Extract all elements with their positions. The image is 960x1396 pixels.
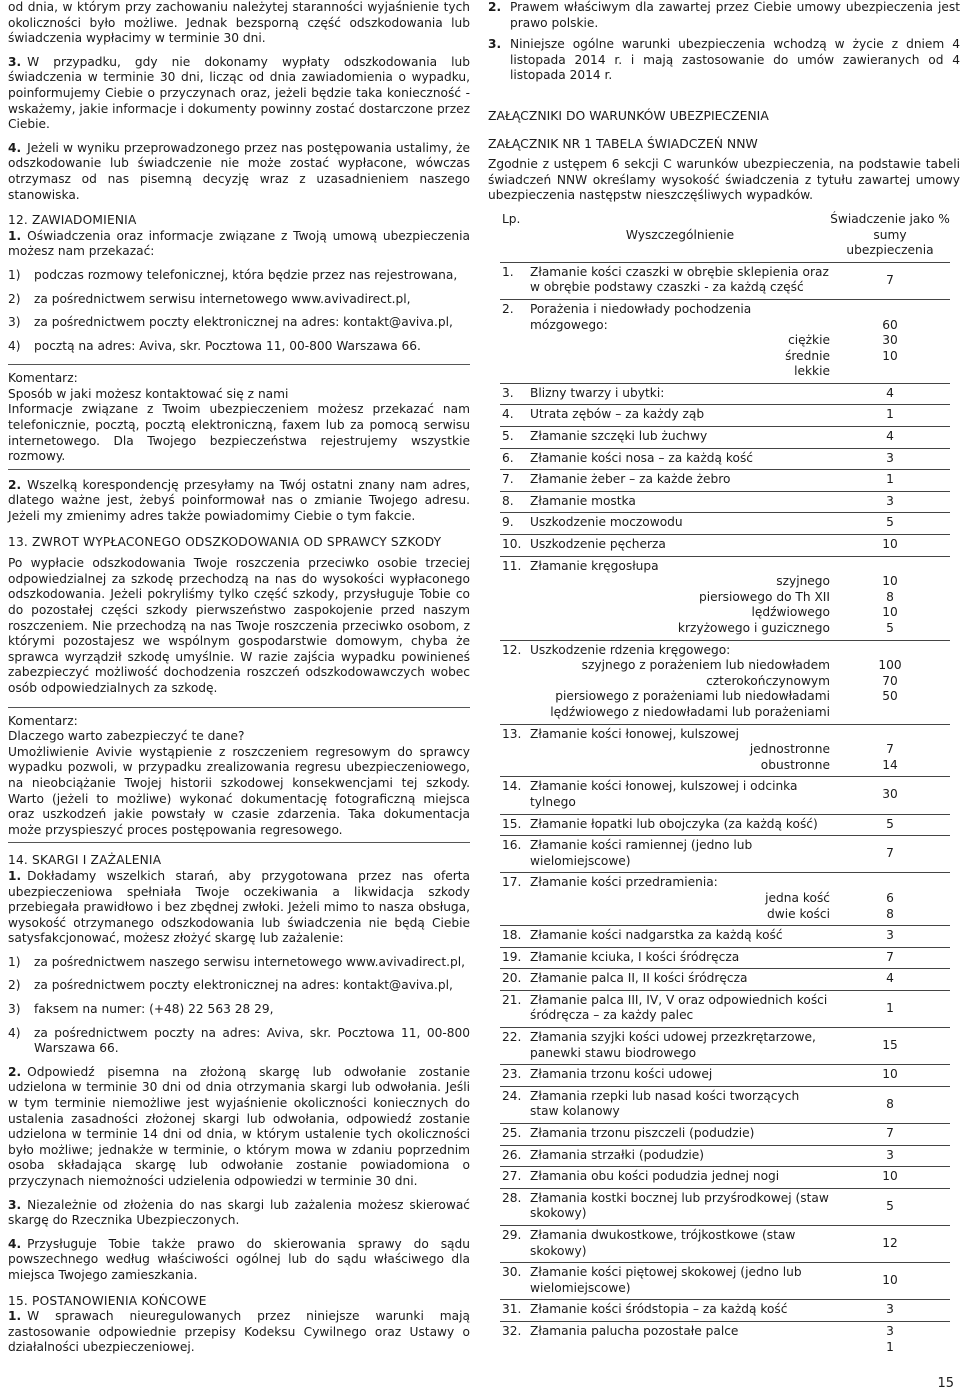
section-12-para-1: 1. Oświadczenia oraz informacje związane z Twoją umową ubezpieczenia możesz nam przekazać:	[8, 228, 470, 259]
comment-title: Sposób w jaki możesz kontaktować się z nami	[8, 386, 289, 401]
comment-contact	[8, 364, 470, 470]
row-value: 3	[830, 926, 950, 948]
row-description-text: Złamanie kości śródstopia – za każdą kość	[530, 1302, 788, 1317]
row-value: 3	[830, 491, 950, 513]
table-row	[500, 535, 950, 557]
row-value: 3	[830, 1300, 950, 1322]
row-sub-label: średnie	[785, 348, 830, 363]
list-item	[8, 955, 470, 971]
section-12-list	[8, 268, 470, 354]
row-description	[530, 1086, 830, 1123]
row-description	[530, 873, 830, 926]
row-number: 12.	[500, 640, 530, 724]
list-item-number: 3)	[8, 1002, 21, 1017]
row-number: 26.	[500, 1145, 530, 1167]
row-sub-label: lekkie	[794, 364, 830, 379]
comment-body: Informacje związane z Twoim ubezpieczeniem możesz przekazać nam telefonicznie, pocztą, pocztą elektroniczną, faxem lub za pomocą serwisu internetowego. Dla Twojego bezpieczeństwa rejestrujemy wszystkie rozmowy.	[8, 402, 470, 469]
final-para-2: 2. Prawem właściwym dla zawartej przez Ciebie umowy ubezpieczenia jest prawo polskie.	[488, 0, 960, 30]
benefits-table	[500, 210, 950, 1358]
row-number: 30.	[500, 1263, 530, 1300]
row-value: 3	[830, 1145, 950, 1167]
row-sub-value: 100	[878, 658, 902, 673]
row-number: 25.	[500, 1124, 530, 1146]
row-description	[530, 262, 830, 299]
row-sub-label: obustronne	[760, 757, 830, 772]
section-15-para-1: 1. W sprawach nieuregulowanych przez niniejsze warunki mają zastosowanie odpowiednie przepisy Kodeksu Cywilnego oraz Ustawy o działalności ubezpieczeniowej.	[8, 1309, 470, 1355]
list-item-number: 4)	[8, 1025, 21, 1040]
table-row	[500, 448, 950, 470]
row-description	[530, 1226, 830, 1263]
row-description-text: Blizny twarzy i ubytki:	[530, 385, 665, 400]
row-number: 27.	[500, 1167, 530, 1189]
row-number: 4.	[500, 405, 530, 427]
row-sub-value: 7	[886, 742, 894, 757]
section-14-para-2: 2. Odpowiedź pisemna na złożoną skargę lub odwołanie zostanie udzielona w terminie 30 dni od dnia otrzymania skargi lub odwołania. Jeśli w tym terminie niemożliwe jest wyjaśnienie okoliczności koniecznych do ustalenia zasadności złożonej skargi lub odwołania, odpowiedź zostanie udzielona w terminie 14 dni od dnia, w którym ustalenie tych okoliczności było możliwe; jednakże w terminie, o którym mowa w zdaniu poprzednim osoba składająca skargę lub odwołanie zostanie powiadomiona o przyczynach niemożności udzielenia odpowiedzi w terminie 30 dni.	[8, 1064, 470, 1188]
row-description	[530, 1321, 830, 1358]
table-row	[500, 262, 950, 299]
table-row	[500, 777, 950, 814]
row-description-text: Złamania trzonu piszczeli (podudzie)	[530, 1126, 755, 1141]
row-number: 28.	[500, 1188, 530, 1225]
row-description-text: Złamania palucha pozostałe palce	[530, 1323, 739, 1338]
row-sub-value: 8	[886, 589, 894, 604]
row-description	[530, 1188, 830, 1225]
list-item	[8, 315, 470, 331]
row-description	[530, 1300, 830, 1322]
row-value: 10	[830, 1167, 950, 1189]
row-number: 32.	[500, 1321, 530, 1358]
row-description-text: Złamania strzałki (podudzie)	[530, 1147, 705, 1162]
header-benefit: Świadczenie jako % sumy ubezpieczenia	[830, 210, 950, 262]
row-sub-label: jedna kość	[765, 890, 830, 905]
row-value	[830, 1321, 950, 1358]
row-sub-label: dwie kości	[767, 906, 830, 921]
row-description-text: Złamanie kości nadgarstka za każdą kość	[530, 928, 783, 943]
row-value: 15	[830, 1028, 950, 1065]
section-14-list	[8, 955, 470, 1057]
annex-1-intro: Zgodnie z ustępem 6 sekcji C warunków ubezpieczenia, na podstawie tabeli świadczeń NNW określamy wysokość świadczenia z tytułu zawartej umowy ubezpieczenia następstw nieszczęśliwych wypadków.	[488, 157, 960, 203]
row-description-text: Złamania trzonu kości udowej	[530, 1067, 713, 1082]
comment-body: Umożliwienie Avivie wystąpienie z roszczeniem regresowym do sprawcy wypadku pozwoli, w przypadku zrealizowania regresu ubezpieczeniowego, na nieobciążanie Twojej historii szkodowej konsekwencjami tej szkody. Warto (jeżeli to możliwe) wykonać dokumentację fotograficzną miejsca oraz uszkodzeń jakie powstały w czasie zdarzenia. Taka dokumentacja może przyspieszyć proces postępowania regresowego.	[8, 745, 470, 844]
table-row	[500, 1167, 950, 1189]
row-description-text: Uszkodzenie pęcherza	[530, 537, 666, 552]
section-14-para-3: 3. Niezależnie od złożenia do nas skargi lub zażalenia możesz skierować skargę do Rzecznika Ubezpieczonych.	[8, 1197, 470, 1228]
row-number: 13.	[500, 724, 530, 777]
section-12-heading: 12. ZAWIADOMIENIA	[8, 213, 137, 228]
right-column	[488, 0, 960, 1358]
row-description-text: Złamanie kości czaszki w obrębie sklepienia oraz w obrębie podstawy czaszki - za każdą część	[530, 264, 829, 295]
list-item-number: 2)	[8, 291, 21, 306]
row-number: 1.	[500, 262, 530, 299]
row-description	[530, 969, 830, 991]
list-item	[8, 1002, 470, 1018]
row-description	[530, 814, 830, 836]
row-value	[830, 873, 950, 926]
row-value: 30	[830, 777, 950, 814]
list-item	[8, 292, 470, 308]
section-14-para-4: 4. Przysługuje Tobie także prawo do skierowania sprawy do sądu powszechnego według właściwości ogólnej lub do sądu właściwego dla miejsca Twojego zamieszkania.	[8, 1236, 470, 1282]
left-column	[8, 0, 470, 1356]
row-description	[530, 1065, 830, 1087]
row-description-text: Złamanie palca III, IV, V oraz odpowiednich kości śródręcza – za każdy palec	[530, 992, 828, 1023]
row-value: 3	[830, 448, 950, 470]
row-description	[530, 535, 830, 557]
row-sub-value: 1	[886, 1339, 894, 1354]
row-description	[530, 448, 830, 470]
row-sub-value: 14	[882, 757, 898, 772]
list-item	[8, 339, 470, 355]
row-number: 5.	[500, 427, 530, 449]
row-description-text: Złamania rzepki lub nasad kości tworzących staw kolanowy	[530, 1088, 800, 1119]
table-row	[500, 724, 950, 777]
row-sub-value: 70	[882, 673, 898, 688]
row-description	[530, 427, 830, 449]
row-description	[530, 990, 830, 1027]
row-number: 14.	[500, 777, 530, 814]
row-description-text: Uszkodzenie moczowodu	[530, 515, 683, 530]
row-sub-value: 10	[882, 348, 898, 363]
section-15-heading: 15. POSTANOWIENIA KOŃCOWE	[8, 1293, 207, 1308]
row-sub-label: lędźwiowego	[751, 605, 830, 620]
annex-1-heading: ZAŁĄCZNIK NR 1 TABELA ŚWIADCZEŃ NNW	[488, 135, 758, 151]
row-number: 10.	[500, 535, 530, 557]
row-number: 2.	[500, 299, 530, 383]
row-description-text: Złamanie kości piętowej skokowej (jedno lub wielomiejscowe)	[530, 1265, 802, 1295]
row-sub-value: 50	[882, 689, 898, 704]
table-row	[500, 470, 950, 492]
row-description	[530, 1028, 830, 1065]
list-item	[8, 978, 470, 994]
row-description-text: Złamanie kości łonowej, kulszowej	[530, 726, 740, 741]
row-description	[530, 1167, 830, 1189]
row-description-text: Złamania obu kości podudzia jednej nogi	[530, 1169, 780, 1184]
row-sub-value: 3	[886, 1323, 894, 1338]
row-value: 4	[830, 383, 950, 405]
table-row	[500, 1226, 950, 1263]
row-description	[530, 491, 830, 513]
row-description	[530, 1145, 830, 1167]
row-sub-value: 8	[886, 906, 894, 921]
intro-paragraph: od dnia, w którym przy zachowaniu należytej staranności wyjaśnienie tych okoliczności było możliwe. Jednak bezsporną część odszkodowania lub świadczenia wypłacimy w terminie 30 dni.	[8, 0, 470, 46]
row-value: 7	[830, 947, 950, 969]
row-number: 3.	[500, 383, 530, 405]
row-description-text: Złamanie łopatki lub obojczyka (za każdą kość)	[530, 816, 818, 831]
row-description-text: Złamanie mostka	[530, 493, 636, 508]
row-number: 18.	[500, 926, 530, 948]
row-sub-value: 60	[882, 317, 898, 332]
table-row	[500, 1086, 950, 1123]
row-number: 23.	[500, 1065, 530, 1087]
row-value: 5	[830, 513, 950, 535]
list-item-number: 2)	[8, 978, 21, 993]
row-number: 15.	[500, 814, 530, 836]
row-sub-label: krzyżowego i guzicznego	[677, 621, 830, 635]
row-sub-value: 5	[886, 621, 894, 635]
section-13-body: Po wypłacie odszkodowania Twoje roszczenia przeciwko osobie trzeciej odpowiedzialnej za szkodę przechodzą na nas do wysokości wypłaconego odszkodowania. Jeżeli pokryliśmy tylko część szkody, przysługuje Tobie co do pozostałej części szkody pierwszeństwo zaspokojenie przed naszym roszczeniem. Nie przechodzą na nas Twoje roszczenia przeciwko osobom, z którymi pozostajesz we wspólnym gospodarstwie domowym, chyba że sprawca wyrządził szkodę umyślnie. W razie zajścia wypadku powinieneś zabezpieczyć możliwość dochodzenia roszczeń odszkodowawczych wobec osób odpowiedzialnych za szkodę.	[8, 556, 470, 695]
row-description-text: Porażenia i niedowłady pochodzenia mózgowego:	[530, 301, 752, 332]
row-sub-label: jednostronne	[749, 742, 830, 757]
row-description	[530, 299, 830, 383]
row-description	[530, 513, 830, 535]
row-value: 4	[830, 427, 950, 449]
row-value: 5	[830, 1188, 950, 1225]
row-number: 11.	[500, 556, 530, 640]
table-row	[500, 814, 950, 836]
para-3: 3. W przypadku, gdy nie dokonamy wypłaty odszkodowania lub świadczenia w terminie 30 dni, licząc od dnia zawiadomienia o wypadku, poinformujemy Ciebie o przyczynach oraz, jeżeli będzie taka konieczność - wskażemy, jakie informacje i dokumenty powinny zostać dostarczone przez Ciebie.	[8, 54, 470, 132]
row-value	[830, 299, 950, 383]
table-row	[500, 427, 950, 449]
row-description	[530, 724, 830, 777]
table-row	[500, 969, 950, 991]
row-sub-value: 6	[886, 890, 894, 905]
list-item-text: za pośrednictwem serwisu internetowego www.avivadirect.pl,	[34, 291, 411, 306]
row-number: 9.	[500, 513, 530, 535]
table-row	[500, 405, 950, 427]
row-number: 24.	[500, 1086, 530, 1123]
table-row	[500, 1124, 950, 1146]
page-number: 15	[937, 1376, 954, 1392]
row-description	[530, 836, 830, 873]
table-row	[500, 1263, 950, 1300]
table-row	[500, 513, 950, 535]
row-value: 12	[830, 1226, 950, 1263]
row-value: 7	[830, 262, 950, 299]
table-row	[500, 1300, 950, 1322]
row-sub-value: 30	[882, 333, 898, 348]
row-description	[530, 405, 830, 427]
row-description-text: Złamanie kości przedramienia:	[530, 875, 718, 890]
row-description-text: Złamanie kręgosłupa	[530, 558, 659, 573]
row-value	[830, 640, 950, 724]
row-description	[530, 926, 830, 948]
row-value	[830, 556, 950, 640]
list-item-text: za pośrednictwem poczty elektronicznej na adres: kontakt@aviva.pl,	[34, 315, 453, 330]
table-row	[500, 1028, 950, 1065]
row-number: 19.	[500, 947, 530, 969]
row-description	[530, 1124, 830, 1146]
list-item-text: za pośrednictwem naszego serwisu internetowego www.avivadirect.pl,	[34, 954, 466, 969]
row-value: 4	[830, 969, 950, 991]
row-number: 22.	[500, 1028, 530, 1065]
row-description-text: Złamania kostki bocznej lub przyśrodkowej (staw skokowy)	[530, 1190, 829, 1221]
row-value: 10	[830, 1263, 950, 1300]
row-value: 8	[830, 1086, 950, 1123]
row-sub-label: piersiowego z porażeniami lub niedowładami	[555, 689, 830, 704]
header-lp: Lp.	[500, 210, 530, 262]
row-value: 7	[830, 1124, 950, 1146]
row-description	[530, 777, 830, 814]
row-number: 17.	[500, 873, 530, 926]
row-description-text: Złamanie kości nosa – za każdą kość	[530, 450, 753, 465]
final-para-3: 3. Niniejsze ogólne warunki ubezpieczenia wchodzą w życie z dniem 4 listopada 2014 r. i mają zastosowanie do umów zawieranych od 4 listopada 2014 r.	[488, 37, 960, 83]
table-row	[500, 873, 950, 926]
row-description-text: Uszkodzenie rdzenia kręgowego:	[530, 642, 731, 657]
row-number: 16.	[500, 836, 530, 873]
row-value: 7	[830, 836, 950, 873]
row-number: 8.	[500, 491, 530, 513]
row-value: 10	[830, 535, 950, 557]
row-value: 10	[830, 1065, 950, 1087]
list-item-text: podczas rozmowy telefonicznej, która będzie przez nas rejestrowana,	[34, 267, 458, 282]
section-12-para-2: 2. Wszelką korespondencję przesyłamy na Twój ostatni znany nam adres, dlatego ważne jest, żebyś poinformował nas o zmianie Twojego adresu. Jeżeli my zmienimy adres także powiadomimy Ciebie o tym fakcie.	[8, 477, 470, 524]
row-number: 29.	[500, 1226, 530, 1263]
row-number: 21.	[500, 990, 530, 1027]
table-row	[500, 556, 950, 640]
row-number: 31.	[500, 1300, 530, 1322]
row-number: 7.	[500, 470, 530, 492]
list-item-text: faksem na numer: (+48) 22 563 28 29,	[34, 1002, 274, 1017]
section-14-para-1: 1. Dokładamy wszelkich starań, aby przygotowana przez nas oferta ubezpieczeniowa spełniała Twoje oczekiwania a likwidacja szkody przebiegała prawidłowo i bez zbędnej zwłoki. Jeżeli mimo to nasza obsługa, wysokość otrzymanego odszkodowania lub świadczenia nie będą Ciebie satysfakcjonować, możesz złożyć skargę lub zażalenie:	[8, 868, 470, 946]
row-description-text: Złamania szyjki kości udowej przezkrętarzowe, panewki stawu biodrowego	[530, 1030, 816, 1060]
para-4: 4. Jeżeli w wyniku przeprowadzonego przez nas postępowania ustalimy, że odszkodowanie lub świadczenie nie może zostać wypłacone, wówczas otrzymasz od nas pisemną decyzję wraz z uzasadnieniem naszego stanowiska.	[8, 140, 470, 202]
table-row	[500, 383, 950, 405]
table-row	[500, 1188, 950, 1225]
row-description	[530, 556, 830, 640]
table-row	[500, 947, 950, 969]
row-description-text: Złamanie szczęki lub żuchwy	[530, 429, 708, 444]
comment-label: Komentarz:	[8, 371, 78, 386]
row-value	[830, 724, 950, 777]
list-item-text: za pośrednictwem poczty na adres: Aviva, skr. Pocztowa 11, 00-800 Warszawa 66.	[34, 1025, 470, 1056]
table-row	[500, 299, 950, 383]
table-row	[500, 640, 950, 724]
row-sub-label: szyjnego	[776, 574, 830, 589]
row-value: 5	[830, 814, 950, 836]
list-item-number: 4)	[8, 338, 21, 353]
row-value: 1	[830, 470, 950, 492]
row-number: 6.	[500, 448, 530, 470]
table-row	[500, 926, 950, 948]
row-value: 1	[830, 990, 950, 1027]
comment-label: Komentarz:	[8, 713, 78, 728]
table-row	[500, 990, 950, 1027]
row-description-text: Utrata zębów – za każdy ząb	[530, 407, 705, 422]
row-description	[530, 1263, 830, 1300]
row-sub-value: 10	[882, 574, 898, 589]
section-13-heading: 13. ZWROT WYPŁACONEGO ODSZKODOWANIA OD SPRAWCY SZKODY	[8, 534, 442, 549]
row-number: 20.	[500, 969, 530, 991]
comment-title: Dlaczego warto zabezpieczyć te dane?	[8, 729, 245, 744]
table-header	[500, 210, 950, 262]
row-sub-label: ciężkie	[788, 333, 830, 348]
row-sub-label: szyjnego z porażeniem lub niedowładem czterokończynowym	[581, 658, 830, 688]
section-14-heading: 14. SKARGI I ZAŻALENIA	[8, 853, 162, 868]
list-item	[8, 1026, 470, 1057]
row-description	[530, 383, 830, 405]
row-sub-label: lędźwiowego z niedowładami lub porażeniami	[550, 704, 830, 719]
row-description-text: Złamanie kości ramiennej (jedno lub wielomiejscowe)	[530, 838, 753, 868]
row-description-text: Złamanie żeber – za każde żebro	[530, 472, 731, 487]
list-item-text: za pośrednictwem poczty elektronicznej na adres: kontakt@aviva.pl,	[34, 978, 453, 993]
row-description	[530, 947, 830, 969]
table-row	[500, 1065, 950, 1087]
list-item-text: pocztą na adres: Aviva, skr. Pocztowa 11, 00-800 Warszawa 66.	[34, 338, 421, 353]
row-description-text: Złamanie palca II, II kości śródręcza	[530, 971, 748, 986]
row-description-text: Złamanie kciuka, I kości śródręcza	[530, 949, 740, 964]
row-value: 1	[830, 405, 950, 427]
row-description	[530, 470, 830, 492]
header-description: Wyszczególnienie	[530, 210, 830, 262]
annexes-heading: ZAŁĄCZNIKI DO WARUNKÓW UBEZPIECZENIA	[488, 107, 769, 123]
row-description	[530, 640, 830, 724]
list-item-number: 3)	[8, 315, 21, 330]
list-item-number: 1)	[8, 267, 21, 282]
table-row	[500, 1321, 950, 1358]
table-row	[500, 1145, 950, 1167]
table-row	[500, 491, 950, 513]
row-sub-value: 10	[882, 605, 898, 620]
row-description-text: Złamanie kości łonowej, kulszowej i odcinka tylnego	[530, 779, 798, 809]
row-description-text: Złamania dwukostkowe, trójkostkowe (staw skokowy)	[530, 1228, 796, 1258]
list-item	[8, 268, 470, 284]
list-item-number: 1)	[8, 954, 21, 969]
table-row	[500, 836, 950, 873]
row-sub-label: piersiowego do Th XII	[698, 589, 830, 604]
comment-regress	[8, 707, 470, 844]
